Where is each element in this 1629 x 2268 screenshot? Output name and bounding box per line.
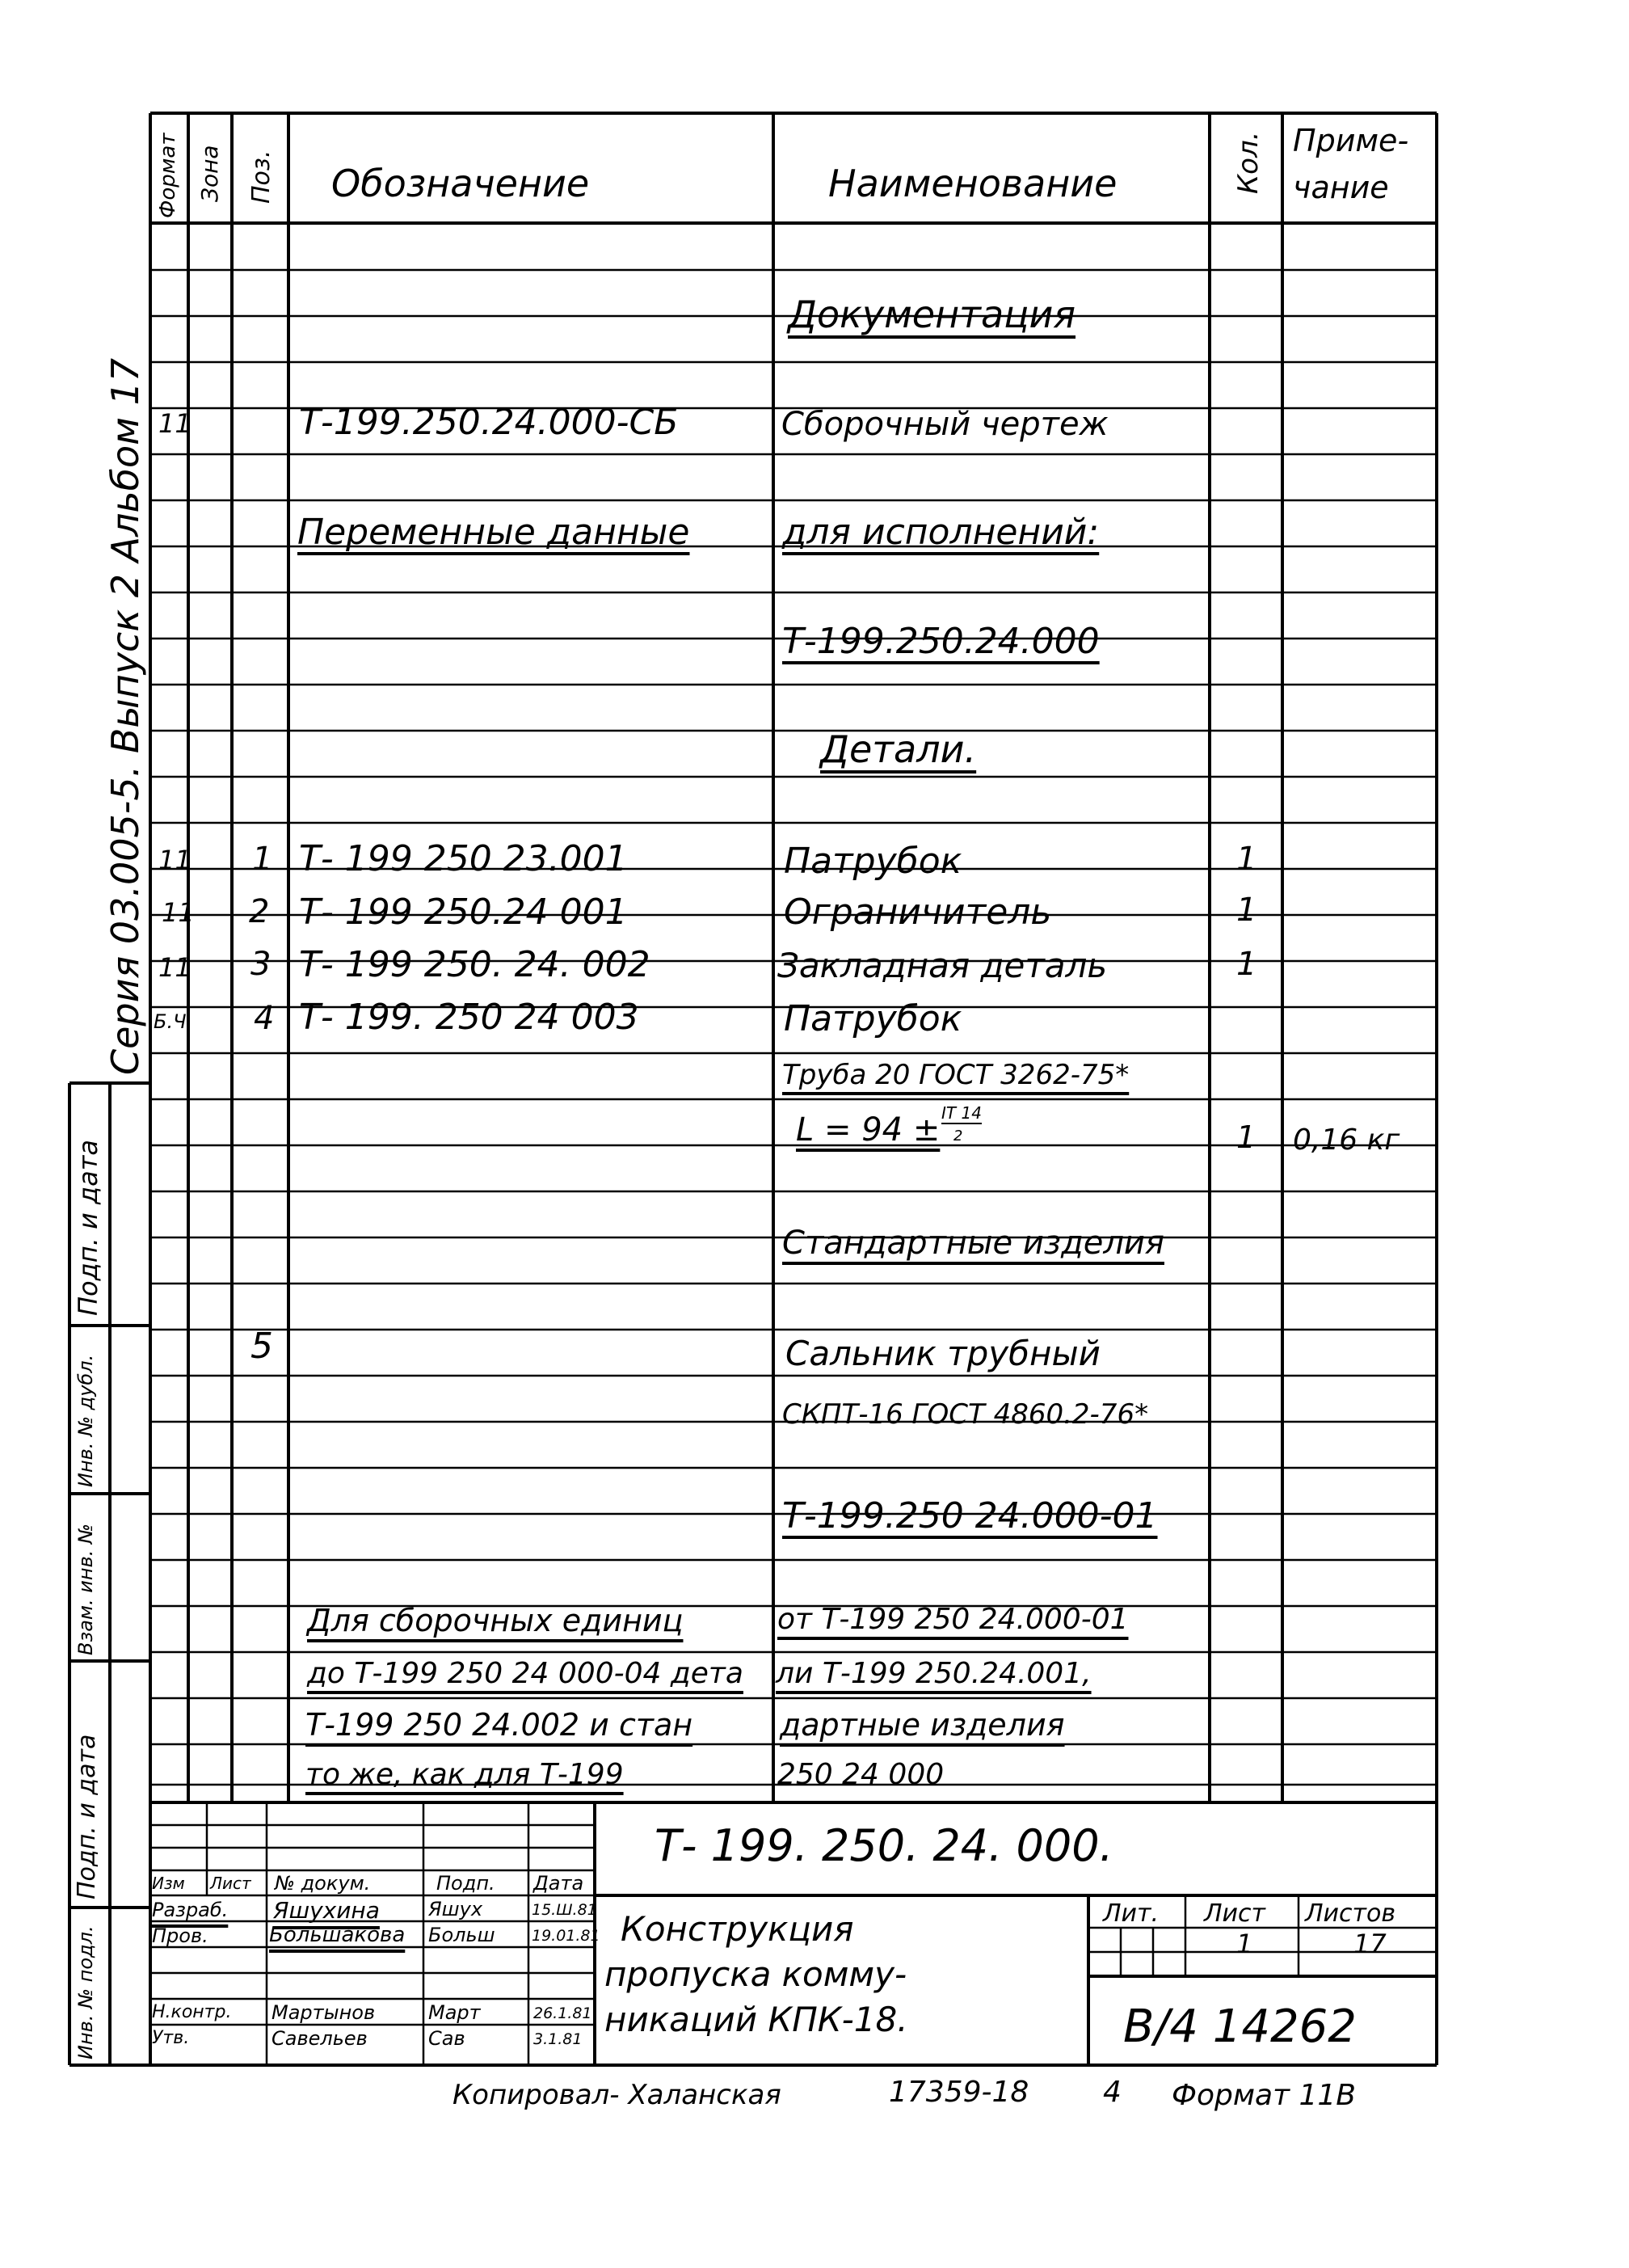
stamp-inv-podl: Инв. № подл. bbox=[74, 1925, 97, 2059]
section-documentation: Документация bbox=[788, 293, 1076, 336]
tb-nkontr-sign: Март bbox=[428, 2001, 481, 2024]
tb-header-list: Лист bbox=[210, 1874, 251, 1893]
p1-pos: 1 bbox=[252, 841, 273, 878]
p1-qty: 1 bbox=[1236, 841, 1257, 878]
p1-name: Патрубок bbox=[784, 841, 962, 882]
header-note-line1: Приме- bbox=[1293, 123, 1409, 158]
footer-format: Формат 11В bbox=[1172, 2079, 1357, 2112]
section-standard-items: Стандартные изделия bbox=[782, 1225, 1164, 1262]
tb-razrab-date: 15.Ш.81 bbox=[532, 1901, 597, 1919]
p5-pos: 5 bbox=[250, 1326, 273, 1367]
header-qty: Кол. bbox=[1232, 131, 1265, 194]
tb-prov-sign: Больш bbox=[428, 1924, 495, 1946]
p2-pos: 2 bbox=[249, 893, 270, 930]
tb-sheet-value: 1 bbox=[1236, 1929, 1253, 1959]
p4-name: Патрубок bbox=[784, 998, 962, 1039]
tb-prov-date: 19.01.81 bbox=[532, 1927, 600, 1945]
p3-name: Закладная деталь bbox=[777, 946, 1108, 985]
tb-header-podp: Подп. bbox=[436, 1872, 495, 1895]
note-line3-left: Т-199 250 24.002 и стан bbox=[305, 1707, 693, 1743]
p4-format: Б.Ч. bbox=[154, 1010, 193, 1033]
stamp-inv-dubl: Инв. № дубл. bbox=[74, 1354, 97, 1487]
document-number: Т- 199. 250. 24. 000. bbox=[655, 1820, 1113, 1871]
p1-designation: Т- 199 250 23.001 bbox=[299, 838, 628, 879]
tb-nkontr-name: Мартынов bbox=[272, 2001, 376, 2024]
p4-qty: 1 bbox=[1236, 1119, 1256, 1155]
tb-utv-date: 3.1.81 bbox=[533, 2030, 583, 2048]
tb-utv-name: Савельев bbox=[272, 2027, 368, 2050]
header-format: Формат bbox=[156, 133, 180, 218]
note-line4-right: 250 24 000 bbox=[777, 1758, 945, 1791]
stamp-vzam-inv: Взам. инв. № bbox=[74, 1524, 97, 1655]
p1-format: 11 bbox=[158, 845, 192, 875]
tb-utv-role: Утв. bbox=[152, 2028, 190, 2048]
variable-data-right: для исполнений: bbox=[782, 512, 1100, 553]
tb-header-docnum: № докум. bbox=[275, 1872, 371, 1895]
header-note-line2: чание bbox=[1293, 170, 1389, 205]
tb-prov-name: Большакова bbox=[269, 1923, 406, 1947]
tb-archive-code: В/4 14262 bbox=[1123, 2000, 1357, 2053]
p2-format: 11 bbox=[162, 897, 195, 928]
tb-razrab-role: Разраб. bbox=[152, 1899, 229, 1921]
p4-pipe-spec: Труба 20 ГОСТ 3262-75* bbox=[782, 1059, 1130, 1091]
header-zone: Зона bbox=[196, 145, 223, 202]
stamp-podp-data-1: Подп. и дата bbox=[73, 1140, 103, 1316]
p3-format: 11 bbox=[158, 952, 192, 983]
tb-sheets-value: 17 bbox=[1353, 1929, 1387, 1959]
header-pos: Поз. bbox=[247, 150, 276, 204]
p4-note: 0,16 кг bbox=[1293, 1123, 1400, 1157]
tb-razrab-name: Яшухина bbox=[273, 1897, 380, 1924]
tb-lit-label: Лит. bbox=[1103, 1899, 1160, 1928]
stamp-podp-data-2: Подп. и дата bbox=[73, 1734, 101, 1899]
product-name-line1: Конструкция bbox=[621, 1909, 854, 1949]
tb-sheets-label: Листов bbox=[1305, 1899, 1396, 1928]
footer-copied-by: Копировал- Халанская bbox=[452, 2079, 781, 2111]
product-name-line2: пропуска комму- bbox=[604, 1954, 907, 1994]
header-designation: Обозначение bbox=[331, 162, 590, 205]
row-sb-format: 11 bbox=[158, 408, 192, 439]
note-line2-right: ли Т-199 250.24.001, bbox=[776, 1657, 1092, 1690]
series-album-label: Серия 03.005-5. Выпуск 2 Альбом 17 bbox=[103, 358, 147, 1075]
p4-tolerance: IT 14 bbox=[941, 1103, 982, 1123]
note-line3-right: дартные изделия bbox=[780, 1707, 1065, 1743]
tb-header-data: Дата bbox=[533, 1872, 584, 1895]
variable-data-left: Переменные данные bbox=[297, 512, 690, 553]
tb-prov-role: Пров. bbox=[152, 1924, 208, 1947]
header-name: Наименование bbox=[828, 162, 1118, 205]
p4-length: L = 94 ± bbox=[796, 1111, 941, 1149]
p4-designation: Т- 199. 250 24 003 bbox=[299, 997, 639, 1038]
p3-pos: 3 bbox=[250, 946, 272, 983]
base-designation: Т-199.250.24.000 bbox=[782, 621, 1100, 662]
product-name-line3: никаций КПК-18. bbox=[604, 2000, 908, 2039]
p2-qty: 1 bbox=[1236, 892, 1257, 929]
p5-spec: СКПТ-16 ГОСТ 4860.2-76* bbox=[782, 1398, 1149, 1431]
p4-tolerance-denominator: 2 bbox=[953, 1128, 963, 1145]
tb-sheet-label: Лист bbox=[1204, 1899, 1266, 1928]
tb-utv-sign: Сав bbox=[428, 2027, 465, 2050]
tb-nkontr-date: 26.1.81 bbox=[533, 2005, 592, 2022]
tb-nkontr-role: Н.контр. bbox=[152, 2002, 232, 2022]
tb-razrab-sign: Яшух bbox=[428, 1898, 483, 1920]
note-line1-right: от Т-199 250 24.000-01 bbox=[777, 1603, 1129, 1636]
note-line4-left: то же, как для Т-199 bbox=[305, 1758, 624, 1791]
tb-header-izm: Изм bbox=[152, 1874, 185, 1893]
section-details: Детали. bbox=[820, 727, 977, 771]
row-sb-name: Сборочный чертеж bbox=[781, 406, 1109, 443]
note-line1-left: Для сборочных единиц bbox=[307, 1603, 684, 1638]
p4-pos: 4 bbox=[254, 1000, 275, 1037]
p5-name: Сальник трубный bbox=[785, 1334, 1101, 1373]
p2-designation: Т- 199 250.24 001 bbox=[299, 892, 628, 933]
p2-name: Ограничитель bbox=[784, 892, 1052, 933]
footer-order-number: 17359-18 bbox=[889, 2076, 1029, 2109]
variant-01-designation: Т-199.250 24.000-01 bbox=[782, 1495, 1158, 1537]
row-sb-designation: Т-199.250.24.000-СБ bbox=[299, 402, 679, 443]
footer-copy-number: 4 bbox=[1103, 2076, 1122, 2109]
note-line2-left: до Т-199 250 24 000-04 дета bbox=[307, 1657, 743, 1690]
p3-designation: Т- 199 250. 24. 002 bbox=[299, 944, 650, 985]
p3-qty: 1 bbox=[1236, 946, 1257, 983]
